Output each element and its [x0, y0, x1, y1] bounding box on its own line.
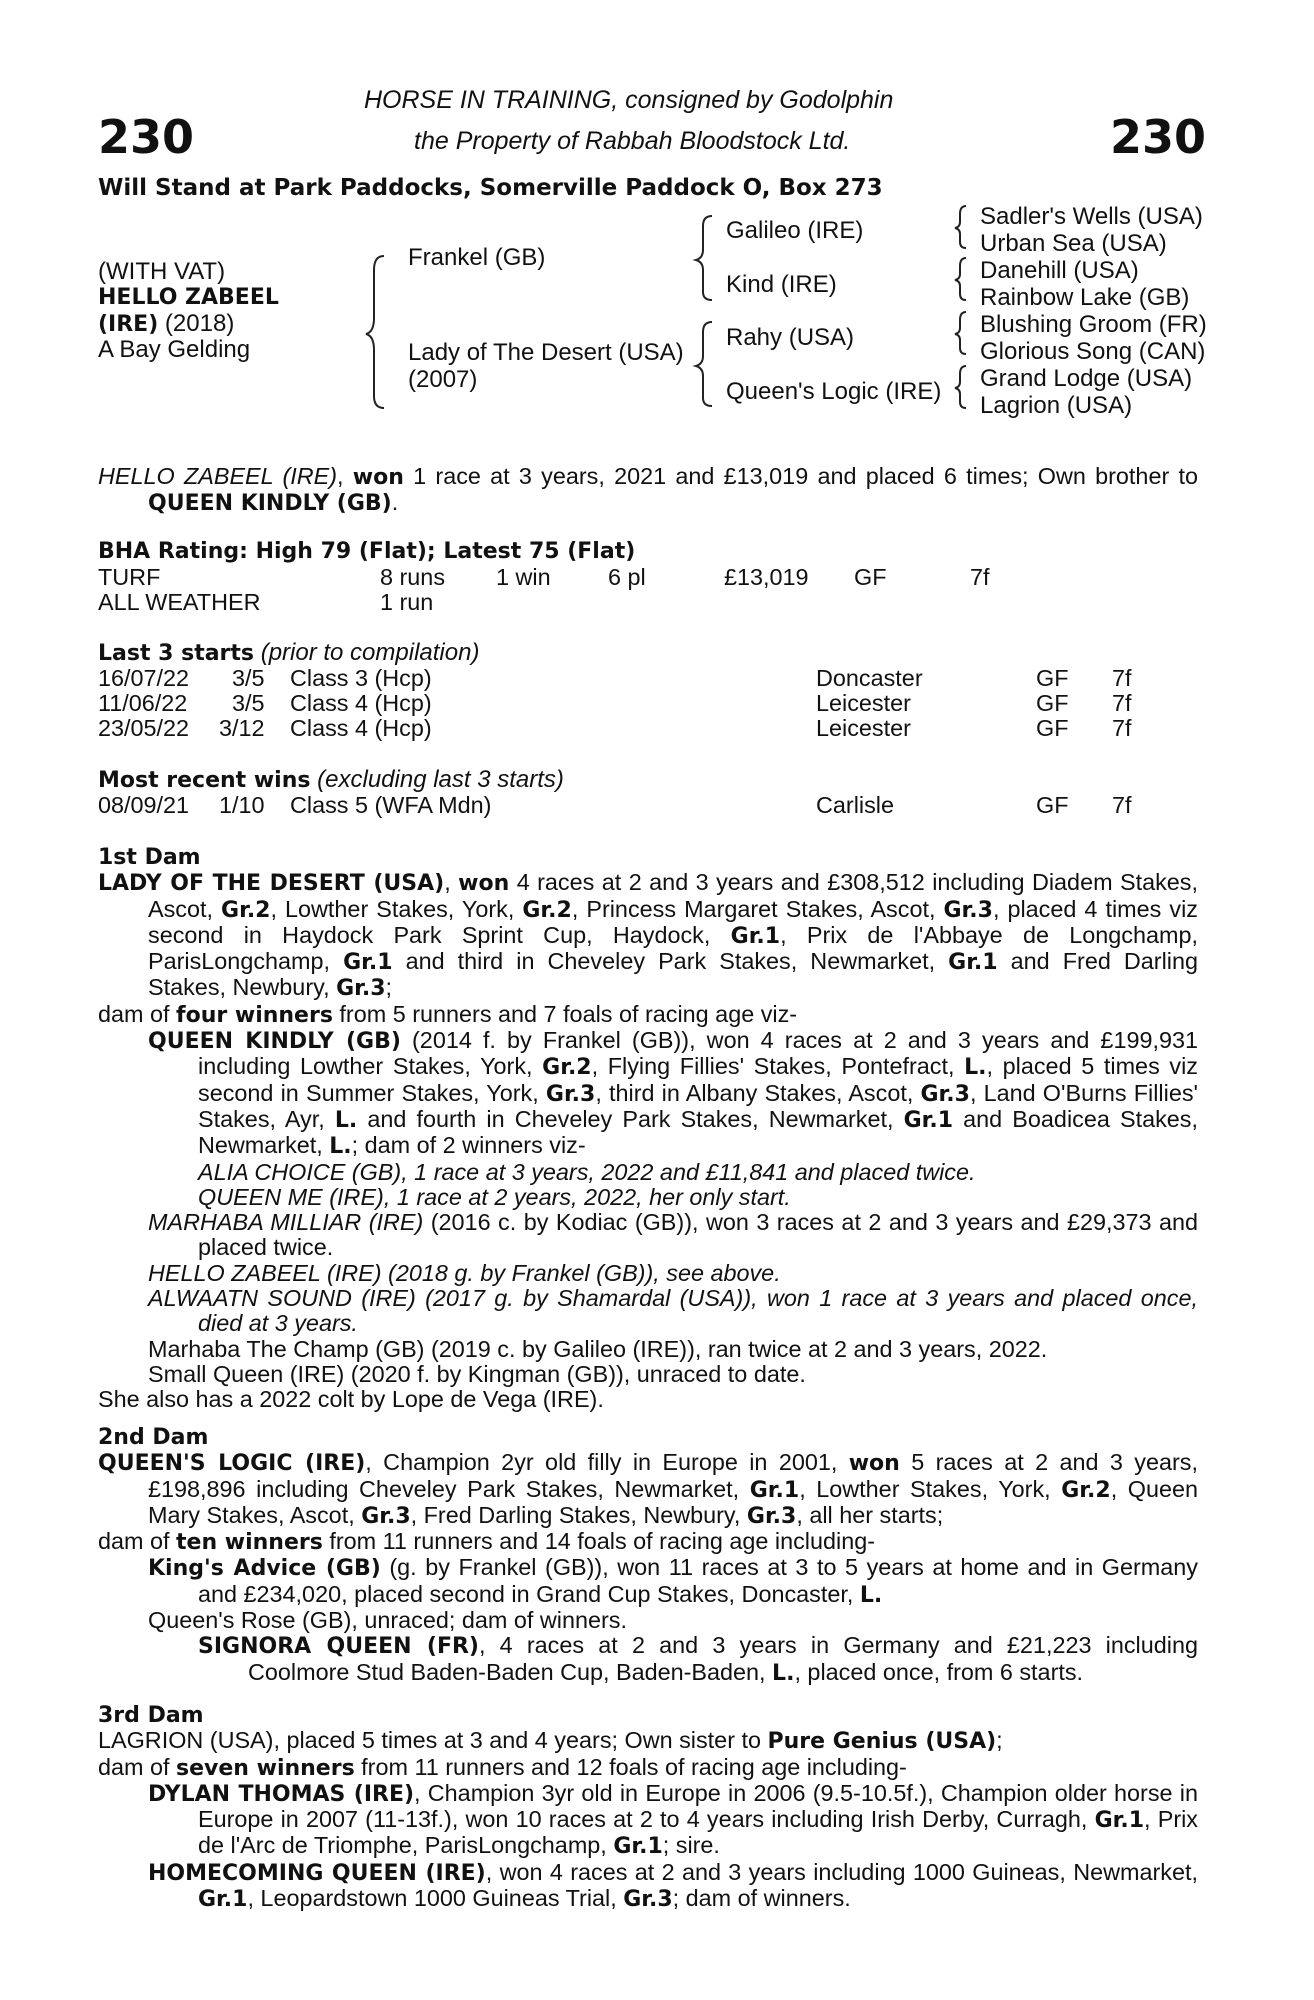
pedigree-dam-year: (2007): [408, 366, 478, 393]
second-dam-heading: 2nd Dam: [98, 1425, 209, 1450]
pedigree-sdd: Rainbow Lake (GB): [980, 284, 1190, 311]
progeny-small-queen: Small Queen (IRE) (2020 f. by Kingman (GB)), unraced to date.: [148, 1360, 806, 1387]
bha-wins: 1 win: [496, 564, 551, 590]
second-dam-section: 2nd Dam QUEEN'S LOGIC (IRE), Champion 2yr old filly in Europe in 2001, won 5 races at 2 and 3 years, £198,896 including Cheveley Park Stakes, Newmarket, Gr.1, Lowther Stakes, York, Gr.2, Queen Mary Stakes, Ascot, Gr.3, Fred Darling Stakes, Newbury, Gr.3, all her starts; dam of ten winners from 11 runners and 14 foals of racing age including- King's Advice (GB) (g. by Frankel (GB)), won 11 races at 3 to 5 years at home and in Germany and £234,020, placed second in Grand Cup Stakes, Doncaster, L. Queen's Rose (GB), unraced; dam of winners. SIGNORA QUEEN (FR), 4 races at 2 and 3 years in Germany and £21,223 including Coolmore Stud Baden-Baden Cup, Baden-Baden, L., placed once, from 6 starts.: [98, 1425, 1198, 1686]
win-position: 1/10: [219, 792, 265, 818]
pedigree-sire-sire: Galileo (IRE): [726, 217, 864, 244]
horse-name-suffix-line: (IRE) (2018): [98, 310, 235, 337]
start-position: 3/12: [219, 715, 265, 741]
first-dam-section: 1st Dam LADY OF THE DESERT (USA), won 4 races at 2 and 3 years and £308,512 including Diadem Stakes, Ascot, Gr.2, Lowther Stakes, York, Gr.2, Princess Margaret Stakes, Ascot, Gr.3, placed 4 times viz second in Haydock Park Sprint Cup, Haydock, Gr.1, Prix de l'Abbaye de Longchamp, ParisLongchamp, Gr.1 and third in Cheveley Park Stakes, Newmarket, Gr.1 and Fred Darling Stakes, Newbury, Gr.3; dam of four winners from 5 runners and 7 foals of racing age viz- QUEEN KINDLY (GB) (2014 f. by Frankel (GB)), won 4 races at 2 and 3 years and £199,931 including Lowther Stakes, York, Gr.2, Flying Fillies' Stakes, Pontefract, L., placed 5 times viz second in Summer Stakes, York, Gr.3, third in Albany Stakes, Ascot, Gr.3, Land O'Burns Fillies' Stakes, Ayr, L. and fourth in Cheveley Park Stakes, Newmarket, Gr.1 and Boadicea Stakes, Newmarket, L.; dam of 2 winners viz- ALIA CHOICE (GB), 1 race at 3 years, 2022 and £11,841 and placed twice. QUEEN ME (IRE), 1 race at 2 years, 2022, her only start. MARHABA MILLIAR (IRE) (2016 c. by Kodiac (GB)), won 3 races at 2 and 3 years and £29,373 and placed twice. HELLO ZABEEL (IRE) (2018 g. by Frankel (GB)), see above. ALWAATN SOUND (IRE) (2017 g. by Shamardal (USA)), won 1 race at 3 years and placed once, died at 3 years. Marhaba The Champ (GB) (2019 c. by Galileo (IRE)), ran twice at 2 and 3 years, 2022. Small Queen (IRE) (2020 f. by Kingman (GB)), unraced to date. She also has a 2022 colt by Lope de Vega (IRE).: [98, 845, 1199, 1413]
pedigree-dam: Lady of The Desert (USA): [408, 339, 684, 366]
progeny-homecoming-queen: HOMECOMING QUEEN (IRE), won 4 races at 2 and 3 years including 1000 Guineas, Newmarket, Gr.1, Leopardstown 1000 Guineas Trial, Gr.3; dam of winners.: [148, 1858, 1198, 1913]
pedigree-sire-dam: Kind (IRE): [726, 271, 837, 298]
start-distance: 7f: [1112, 665, 1132, 691]
bha-runs: 1 run: [380, 589, 434, 615]
progeny-2022-colt: She also has a 2022 colt by Lope de Vega (IRE).: [98, 1386, 604, 1413]
progeny-queen-kindly: QUEEN KINDLY (GB) (2014 f. by Frankel (GB)), won 4 races at 2 and 3 years and £199,931 including Lowther Stakes, York, Gr.2, Flying Fillies' Stakes, Pontefract, L., placed 5 times viz second in Summer Stakes, York, Gr.3, third in Albany Stakes, Ascot, Gr.3, Land O'Burns Fillies' Stakes, Ayr, L. and fourth in Cheveley Park Stakes, Newmarket, Gr.1 and Boadicea Stakes, Newmarket, L.; dam of 2 winners viz-: [148, 1027, 1198, 1160]
bha-placed: 6 pl: [608, 564, 646, 590]
first-dam-heading: 1st Dam: [98, 845, 201, 870]
start-race: Class 4 (Hcp): [290, 715, 432, 741]
property-line: the Property of Rabbah Bloodstock Ltd.: [414, 127, 851, 155]
start-position: 3/5: [232, 690, 265, 716]
pedigree-sss: Sadler's Wells (USA): [980, 203, 1203, 230]
progeny-queens-rose: Queen's Rose (GB), unraced; dam of winners.: [148, 1607, 627, 1634]
start-race: Class 3 (Hcp): [290, 665, 432, 691]
start-going: GF: [1036, 665, 1069, 691]
start-distance: 7f: [1112, 715, 1132, 741]
stand-location: Will Stand at Park Paddocks, Somerville Paddock O, Box 273: [98, 175, 883, 201]
pedigree-sds: Danehill (USA): [980, 257, 1139, 284]
pedigree-dsd: Glorious Song (CAN): [980, 338, 1206, 365]
bha-prize: £13,019: [724, 564, 809, 590]
start-position: 3/5: [232, 665, 265, 691]
progeny-marhaba-milliar: MARHABA MILLIAR (IRE) (2016 c. by Kodiac (GB)), won 3 races at 2 and 3 years and £29,373 and placed twice.: [148, 1209, 1198, 1261]
win-going: GF: [1036, 792, 1069, 818]
lot-number-left: 230: [98, 110, 195, 164]
progeny-hello-zabeel: HELLO ZABEEL (IRE) (2018 g. by Frankel (GB)), see above.: [148, 1259, 781, 1286]
grand-progeny-queen-me: QUEEN ME (IRE), 1 race at 2 years, 2022, her only start.: [198, 1183, 791, 1210]
bha-surface: ALL WEATHER: [98, 589, 261, 615]
win-course: Carlisle: [816, 792, 894, 818]
pedigree-dam-sire: Rahy (USA): [726, 324, 855, 351]
bha-runs: 8 runs: [380, 564, 446, 590]
third-dam-heading: 3rd Dam: [98, 1703, 204, 1728]
start-course: Doncaster: [816, 665, 923, 691]
start-date: 23/05/22: [98, 715, 190, 741]
progeny-dylan-thomas: DYLAN THOMAS (IRE), Champion 3yr old in Europe in 2006 (9.5-10.5f.), Champion older horse in Europe in 2007 (11-13f.), won 10 races at 2 to 4 years including Irish Derby, Curragh, Gr.1, Prix de l'Arc de Triomphe, ParisLongchamp, Gr.1; sire.: [148, 1779, 1199, 1860]
horse-name: HELLO ZABEEL: [98, 285, 279, 310]
win-date: 08/09/21: [98, 792, 190, 818]
progeny-marhaba-the-champ: Marhaba The Champ (GB) (2019 c. by Galileo (IRE)), ran twice at 2 and 3 years, 2022.: [148, 1335, 1048, 1362]
bha-rating-title: BHA Rating: High 79 (Flat); Latest 75 (Flat): [98, 539, 636, 564]
grand-progeny-signora-queen: SIGNORA QUEEN (FR), 4 races at 2 and 3 years in Germany and £21,223 including Coolmore Stud Baden-Baden Cup, Baden-Baden, L., placed once, from 6 starts.: [198, 1632, 1198, 1686]
start-course: Leicester: [816, 690, 911, 716]
pedigree-dds: Grand Lodge (USA): [980, 365, 1193, 392]
progeny-kings-advice: King's Advice (GB) (g. by Frankel (GB)), won 11 races at 3 to 5 years at home and in Germany and £234,020, placed second in Grand Cup Stakes, Doncaster, L.: [148, 1554, 1198, 1608]
win-distance: 7f: [1112, 792, 1132, 818]
horse-description: A Bay Gelding: [98, 336, 251, 363]
start-race: Class 4 (Hcp): [290, 690, 432, 716]
bha-going: GF: [854, 564, 887, 590]
recent-wins-title: Most recent wins (excluding last 3 starts): [98, 766, 564, 793]
pedigree-ssd: Urban Sea (USA): [980, 230, 1167, 257]
bha-distance: 7f: [970, 564, 990, 590]
start-going: GF: [1036, 690, 1069, 716]
start-date: 16/07/22: [98, 665, 190, 691]
lot-number-right: 230: [1110, 110, 1207, 164]
last-3-title: Last 3 starts (prior to compilation): [98, 639, 480, 666]
progeny-alwaatn-sound: ALWAATN SOUND (IRE) (2017 g. by Shamardal (USA)), won 1 race at 3 years and placed once, died at 3 years.: [148, 1285, 1198, 1337]
race-summary: HELLO ZABEEL (IRE), won 1 race at 3 years, 2021 and £13,019 and placed 6 times; Own brother to QUEEN KINDLY (GB).: [98, 463, 1198, 517]
pedigree-dss: Blushing Groom (FR): [980, 311, 1207, 338]
win-race: Class 5 (WFA Mdn): [290, 792, 492, 818]
pedigree-dam-dam: Queen's Logic (IRE): [726, 378, 942, 405]
start-course: Leicester: [816, 715, 911, 741]
bha-surface: TURF: [98, 564, 161, 590]
start-distance: 7f: [1112, 690, 1132, 716]
consignor-line: HORSE IN TRAINING, consigned by Godolphin: [364, 86, 894, 114]
pedigree-ddd: Lagrion (USA): [980, 392, 1133, 419]
start-going: GF: [1036, 715, 1069, 741]
vat-note: (WITH VAT): [98, 258, 226, 285]
pedigree-sire: Frankel (GB): [408, 244, 546, 271]
grand-progeny-alia-choice: ALIA CHOICE (GB), 1 race at 3 years, 2022 and £11,841 and placed twice.: [198, 1158, 976, 1185]
start-date: 11/06/22: [98, 690, 188, 716]
third-dam-section: 3rd Dam LAGRION (USA), placed 5 times at 3 and 4 years; Own sister to Pure Genius (USA); dam of seven winners from 11 runners and 12 foals of racing age including- DYLAN THOMAS (IRE), Champion 3yr old in Europe in 2006 (9.5-10.5f.), Champion older horse in Europe in 2007 (11-13f.), won 10 races at 2 to 4 years including Irish Derby, Curragh, Gr.1, Prix de l'Arc de Triomphe, ParisLongchamp, Gr.1; sire. HOMECOMING QUEEN (IRE), won 4 races at 2 and 3 years including 1000 Guineas, Newmarket, Gr.1, Leopardstown 1000 Guineas Trial, Gr.3; dam of winners.: [98, 1703, 1199, 1913]
